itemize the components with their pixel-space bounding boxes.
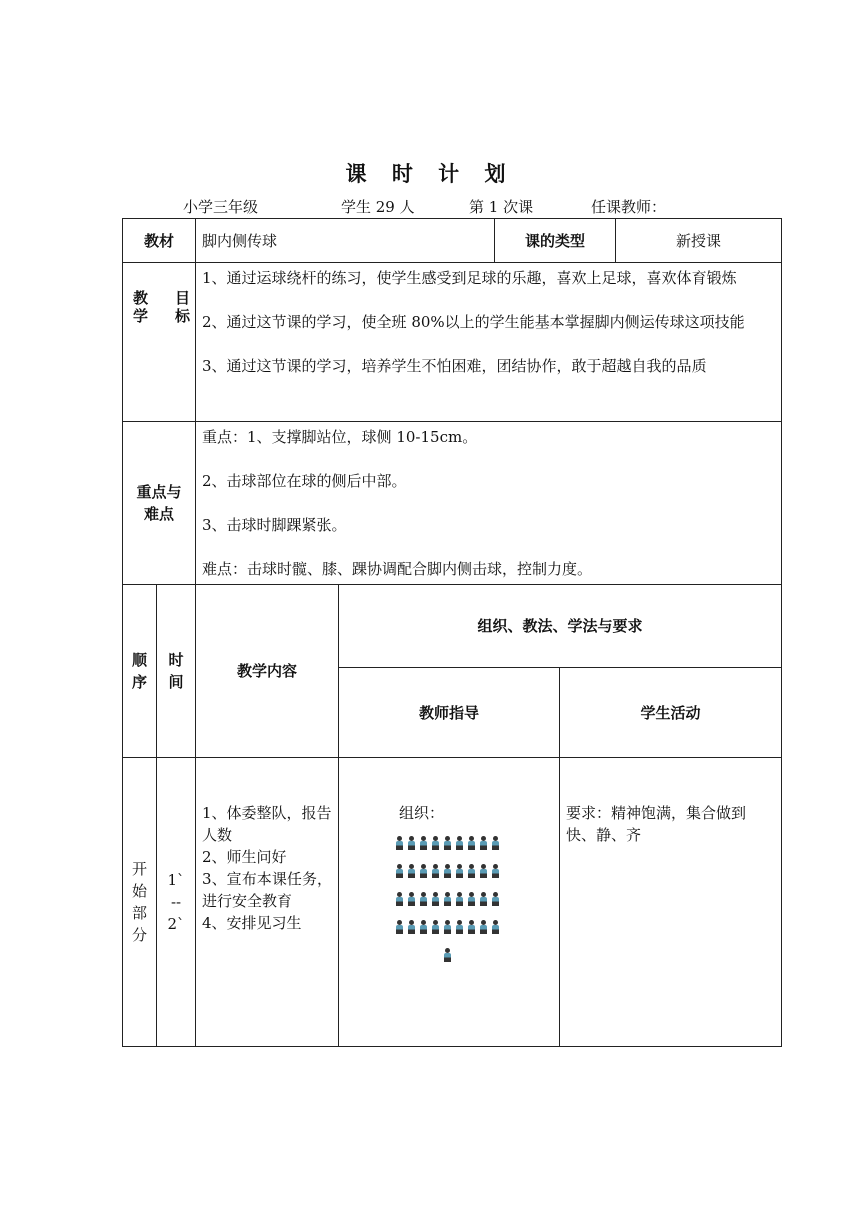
keypoint-item: 难点：击球时髋、膝、踝协调配合脚内侧击球，控制力度。 (202, 560, 593, 578)
student-icon (466, 920, 478, 934)
keypoints-content (196, 422, 782, 585)
material-label: 教材 (123, 219, 196, 263)
section-time-char: 1` (167, 871, 185, 889)
student-icon (454, 864, 466, 878)
student-icon (418, 836, 430, 850)
keypoints-label-2: 难点 (144, 505, 175, 523)
keypoints-label (123, 422, 196, 585)
teacher-guide-header: 教师指导 (339, 668, 560, 758)
student-count: 学生 29 人 (341, 198, 415, 216)
content-item: 2、师生问好 (202, 848, 287, 866)
student-icon (490, 864, 502, 878)
student-activity-header: 学生活动 (560, 668, 782, 758)
goals-label (123, 263, 196, 422)
keypoint-item: 2、击球部位在球的侧后中部。 (202, 472, 407, 490)
student-icon (406, 864, 418, 878)
student-icon (454, 892, 466, 906)
student-icon (406, 836, 418, 850)
content-item: 4、安排见习生 (202, 914, 302, 932)
section-name (123, 758, 157, 1047)
page-title: 课 时 计 划 (345, 162, 515, 186)
student-icon (418, 920, 430, 934)
teacher-guide-cell (339, 758, 560, 1047)
student-icon (478, 836, 490, 850)
section-start-row (123, 758, 782, 1047)
section-content (196, 758, 339, 1047)
time-header-1: 时 (168, 651, 184, 669)
student-icon (478, 920, 490, 934)
methods-header: 组织、教法、学法与要求 (339, 585, 782, 668)
student-icon (394, 864, 406, 878)
keypoints-label-1: 重点与 (136, 483, 182, 501)
section-time (157, 758, 196, 1047)
time-header-2: 间 (168, 673, 184, 691)
section-name-char: 始 (131, 882, 147, 900)
student-icon (406, 920, 418, 934)
content-item: 1、体委整队，报告人数 (202, 804, 332, 844)
student-icon (442, 836, 454, 850)
keypoint-item: 3、击球时脚踝紧张。 (202, 516, 347, 534)
student-icon (466, 864, 478, 878)
student-icon (430, 892, 442, 906)
keypoints-row (123, 422, 782, 585)
section-time-char: -- (170, 893, 182, 911)
lesson-plan-table (122, 218, 782, 1047)
student-icon (490, 892, 502, 906)
order-header-1: 顺 (131, 651, 147, 669)
student-icon (478, 864, 490, 878)
content-item: 3、宣布本课任务，进行安全教育 (202, 870, 333, 910)
order-header-2: 序 (131, 673, 147, 691)
student-activity-cell: 要求：精神饱满，集合做到快、静、齐 (560, 758, 782, 1047)
material-value: 脚内侧传球 (196, 219, 495, 263)
goals-label-b1: 学 (133, 307, 149, 325)
section-name-char: 部 (131, 904, 147, 922)
grade: 小学三年级 (183, 198, 259, 216)
order-header (123, 585, 157, 758)
student-icon (466, 836, 478, 850)
lesson-type-label: 课的类型 (495, 219, 616, 263)
header-row-1 (123, 585, 782, 668)
keypoint-item: 重点：1、支撑脚站位，球侧 10-15cm。 (202, 428, 478, 446)
student-icon (418, 864, 430, 878)
student-icon (454, 920, 466, 934)
goals-label-a2: 目 (175, 289, 191, 307)
student-icon (466, 892, 478, 906)
student-icon (394, 836, 406, 850)
student-icon (490, 920, 502, 934)
goal-item: 3、通过这节课的学习，培养学生不怕困难，团结协作，敢于超越自我的品质 (202, 357, 707, 375)
formation-diagram (394, 836, 559, 934)
section-name-char: 开 (131, 860, 147, 878)
student-icon (418, 892, 430, 906)
student-icon (454, 836, 466, 850)
lesson-type-value: 新授课 (616, 219, 782, 263)
student-icon (442, 864, 454, 878)
goals-content (196, 263, 782, 422)
material-row (123, 219, 782, 263)
student-icon (406, 892, 418, 906)
time-header (157, 585, 196, 758)
teacher-label: 任课教师： (591, 198, 667, 216)
org-label: 组织： (399, 804, 445, 822)
student-icon (442, 920, 454, 934)
goals-label-a1: 教 (133, 289, 149, 307)
student-icon (394, 920, 406, 934)
student-icon (394, 892, 406, 906)
goals-row (123, 263, 782, 422)
student-icon (490, 836, 502, 850)
student-icon (430, 920, 442, 934)
section-time-char: 2` (167, 915, 185, 933)
lesson-number: 第 1 次课 (469, 198, 534, 216)
goal-item: 2、通过这节课的学习，使全班 80%以上的学生能基本掌握脚内侧运传球这项技能 (202, 313, 745, 331)
student-icon (430, 864, 442, 878)
content-header: 教学内容 (196, 585, 339, 758)
teacher-icon (442, 948, 454, 962)
goal-item: 1、通过运球绕杆的练习，使学生感受到足球的乐趣，喜欢上足球，喜欢体育锻炼 (202, 269, 737, 287)
section-name-char: 分 (131, 926, 147, 944)
student-icon (442, 892, 454, 906)
student-icon (430, 836, 442, 850)
goals-label-b2: 标 (175, 307, 191, 325)
student-icon (478, 892, 490, 906)
